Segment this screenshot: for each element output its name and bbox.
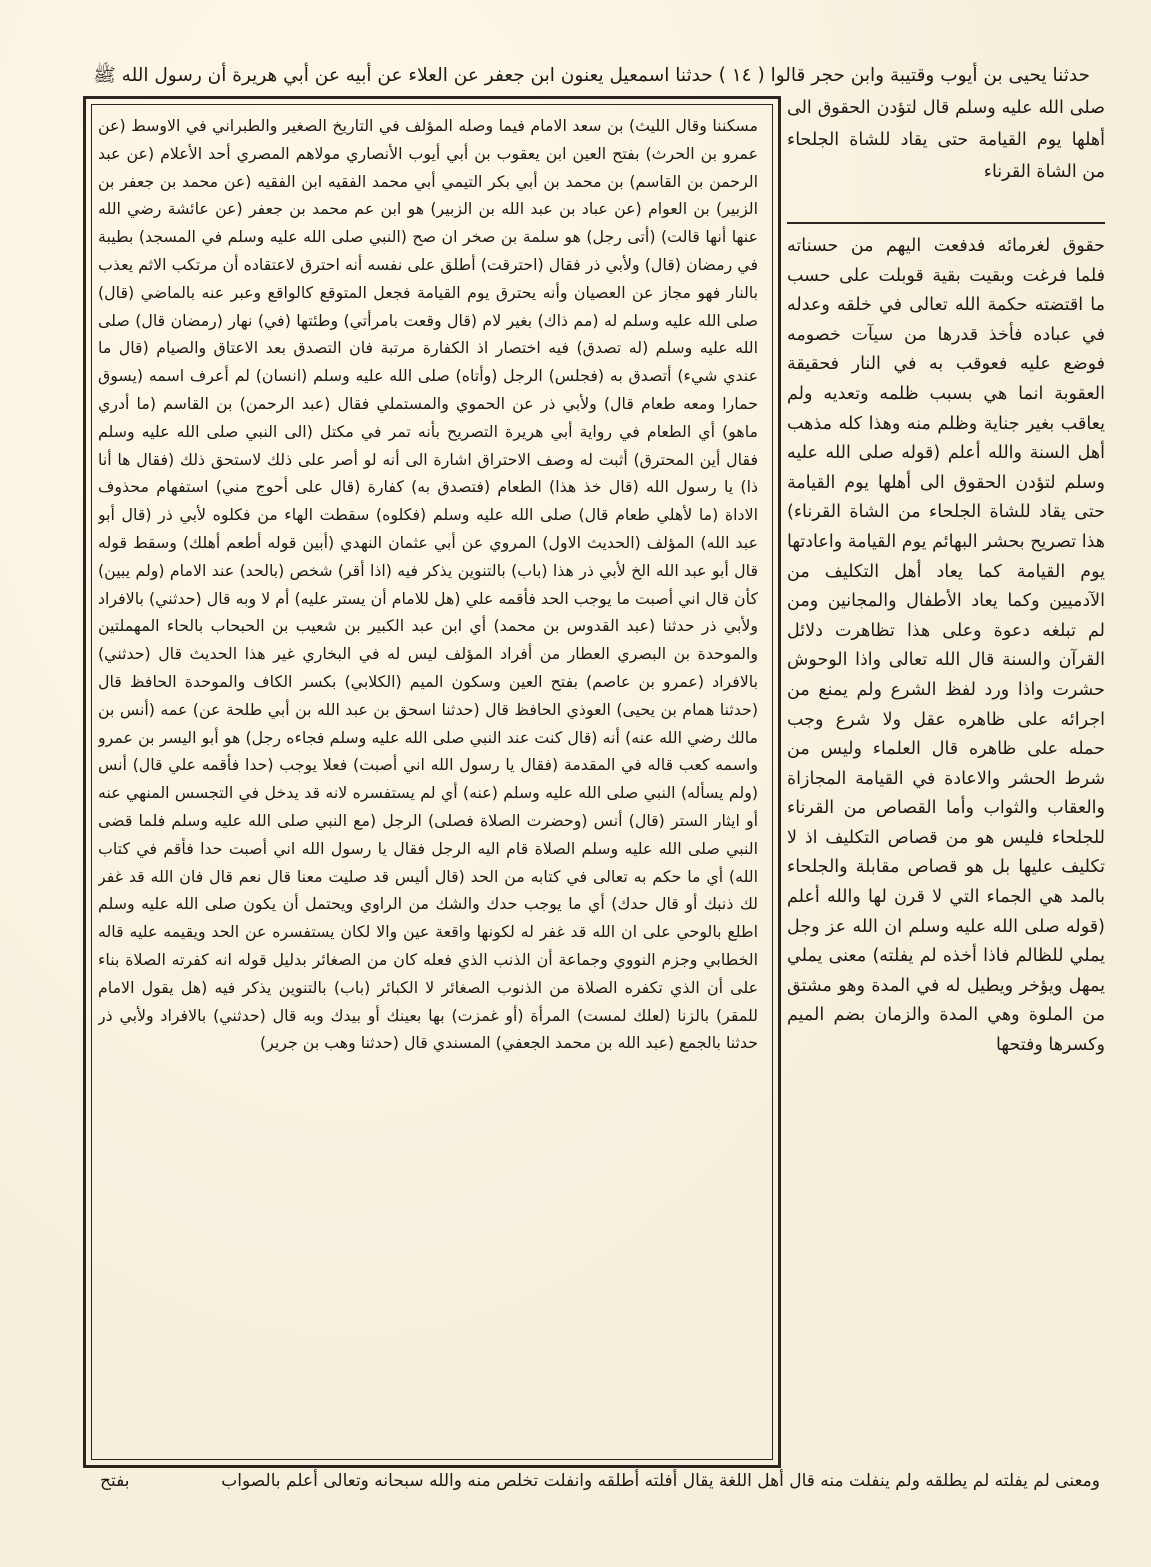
footer-catchword: بفتح bbox=[100, 1471, 130, 1491]
main-commentary-text: مسكننا وقال الليث) بن سعد الامام فيما وصله المؤلف في التاريخ الصغير والطبراني في الاوسط (عن عمرو بن الحرث) بفتح العين ابن يعقوب بن أبي أيوب الأنصاري مولاهم المصري أحد الأعلام (عن عبد الرحمن بن القاسم) بن محمد بن أبي بكر التيمي أبي محمد الفقيه ابن الفقيه (عن محمد بن جعفر بن الزبير) بن العوام (عن عباد بن عبد الله بن الزبير) هو ابن عم محمد بن جعفر (عن عائشة رضي الله عنها أنها قالت) (أتى رجل) هو سلمة بن صخر ان صح (النبي صلى الله عليه وسلم في المسجد) بطيبة في رمضان (قال) ولأبي ذر فقال (احترقت) أطلق على نفسه أنه احترق لاعتقاده أن مرتكب الاثم يعذب بالنار فهو مجاز عن العصيان وأنه يحترق يوم القيامة فجعل المتوقع كالواقع وعبر عنه بالماضي (قال) صلى الله عليه وسلم له (مم ذاك) بغير لام (قال وقعت بامرأتي) وطئتها (في) نهار (رمضان قال) صلى الله عليه وسلم (له تصدق) فيه اختصار اذ الكفارة مرتبة فان التصدق بعد الاعتاق والصيام (قال ما عندي شيء) أتصدق به (فجلس) الرجل (وأتاه) صلى الله عليه وسلم (انسان) لم أعرف اسمه (يسوق حمارا ومعه طعام قال) ولأبي ذر عن الحموي والمستملي فقال (عبد الرحمن) بن القاسم (ما أدري ماهو) أي الطعام في رواية أبي هريرة التصريح بأنه تمر في مكتل (الى النبي صلى الله عليه وسلم فقال أين المحترق) أثبت له وصف الاحتراق اشارة الى أنه لو أصر على ذلك لاستحق ذلك (فقال ها أنا ذا) يا رسول الله (قال خذ هذا) الطعام (فتصدق به) كفارة (قال على أحوج مني) استفهام محذوف الاداة (ما لأهلي طعام قال) صلى الله عليه وسلم (فكلوه) سقطت الهاء من فكلوه لأبي ذر (قال أبو عبد الله) المؤلف (الحديث الاول) المروي عن أبي عثمان النهدي (أبين قوله أطعم أهلك) وسقط قوله قال أبو عبد الله الخ لأبي ذر هذا (باب) بالتنوين يذكر فيه (اذا أقر) شخص (بالحد) عند الامام (ولم يبين) كأن قال اني أصبت ما يوجب الحد فأقمه علي (هل للامام أن يستر عليه) أم لا وبه قال (حدثني) بالافراد ولأبي ذر حدثنا (عبد القدوس بن محمد) أي ابن عبد الكبير بن شعيب بن الحبحاب بالحاء المهملتين والموحدة بن البصري العطار من أفراد المؤلف ليس له في البخاري غير هذا الحديث قال (حدثني) بالافراد (عمرو بن عاصم) بفتح العين وسكون الميم (الكلابي) بكسر الكاف والموحدة الحافظ قال (حدثنا همام بن يحيى) العوذي الحافظ قال (حدثنا اسحق بن عبد الله بن أبي طلحة عن) عمه (أنس بن مالك رضي الله عنه) أنه (قال كنت عند النبي صلى الله عليه وسلم فجاءه رجل) هو أبو اليسر بن عمرو واسمه كعب قاله في المقدمة (فقال يا رسول الله اني أصبت) فعلا يوجب (حدا فأقمه علي قال) أنس (ولم يسأله) النبي صلى الله عليه وسلم (عنه) أي لم يستفسره لانه قد يدخل في التجسس المنهي عنه أو ايثار الستر (قال) أنس (وحضرت الصلاة فصلى) الرجل (مع النبي صلى الله عليه وسلم فلما قضى النبي صلى الله عليه وسلم الصلاة قام اليه الرجل فقال يا رسول الله اني أصبت حدا فأقم في كتاب الله) أي ما حكم به تعالى في كتابه من الحد (قال أليس قد صليت معنا قال نعم قال فان الله قد غفر لك ذنبك أو قال حدك) أي ما يوجب حدك والشك من الراوي ويحتمل أن يكون صلى الله عليه وسلم اطلع بالوحي على ان الله قد غفر له لكونها واقعة عين والا لكان يستفسره عن الحد ويقيمه عليه قاله الخطابي وجزم النووي وجماعة أن الذنب الذي فعله كان من الصغائر بدليل قوله انه كفرته الصلاة بناء على أن الذي تكفره الصلاة من الذنوب الصغائر لا الكبائر (باب) بالتنوين يذكر فيه (هل يقول الامام للمقر) بالزنا (لعلك لمست) المرأة (أو غمزت) بها بعينك أو بيدك وبه قال (حدثني) بالافراد ولأبي ذر حدثنا بالجمع (عبد الله بن محمد الجعفي) المسندي قال (حدثنا وهب بن جرير) bbox=[98, 116, 758, 1053]
side-commentary-text: حقوق لغرمائه فدفعت اليهم من حسناته فلما فرغت وبقيت بقية قوبلت على حسب ما اقتضته حكمة الله تعالى في خلقه وعدله في عباده فأخذ قدرها من سيآت خصومه فوضع عليه فعوقب به في النار فحقيقة العقوبة انما هي بسبب ظلمه وتعديه ولم يعاقب بغير جناية وظلم منه وهذا كله مذهب أهل السنة والله أعلم (قوله صلى الله عليه وسلم لتؤدن الحقوق الى أهلها يوم القيامة حتى يقاد للشاة الجلحاء من الشاة القرناء) هذا تصريح بحشر البهائم يوم القيامة واعادتها يوم القيامة كما يعاد أهل التكليف من الآدميين وكما يعاد الأطفال والمجانين ومن لم تبلغه دعوة وعلى هذا تظاهرت دلائل القرآن والسنة قال الله تعالى واذا الوحوش حشرت واذا ورد لفظ الشرع ولم يمنع من اجرائه على ظاهره عقل ولا شرع وجب حمله على ظاهره قال العلماء وليس من شرط الحشر والاعادة في القيامة المجازاة والعقاب والثواب وأما القصاص من القرناء للجلحاء فليس هو من قصاص التكليف اذ لا تكليف عليها بل هو قصاص مقابلة والجلحاء بالمد هي الجماء التي لا قرن لها والله أعلم (قوله صلى الله عليه وسلم ان الله عز وجل يملي للظالم فاذا أخذه لم يفلته) معنى يملي يمهل ويؤخر ويطيل له في المدة وهو مشتق من الملوة وهي المدة والزمان بضم الميم وكسرها وفتحها bbox=[787, 236, 1105, 1056]
header-hadith-line: حدثنا يحيى بن أيوب وقتيبة وابن حجر قالوا ( ١٤ ) حدثنا اسمعيل يعنون ابن جعفر عن العلاء عن أبيه عن أبي هريرة أن رسول الله ﷺ bbox=[93, 65, 1090, 86]
side-hadith-header: صلى الله عليه وسلم قال لتؤدن الحقوق الى أهلها يوم القيامة حتى يقاد للشاة الجلحاء من الشاة القرناء bbox=[787, 98, 1105, 182]
main-commentary-column bbox=[98, 112, 758, 1452]
side-commentary-column bbox=[787, 232, 1105, 1462]
footer-line: ومعنى لم يفلته لم يطلقه ولم ينفلت منه قال أهل اللغة يقال أفلته أطلقه وانفلت تخلص منه والله سبحانه وتعالى أعلم بالصواب bbox=[221, 1471, 1100, 1491]
footer bbox=[100, 1462, 1100, 1500]
side-divider bbox=[787, 222, 1105, 224]
